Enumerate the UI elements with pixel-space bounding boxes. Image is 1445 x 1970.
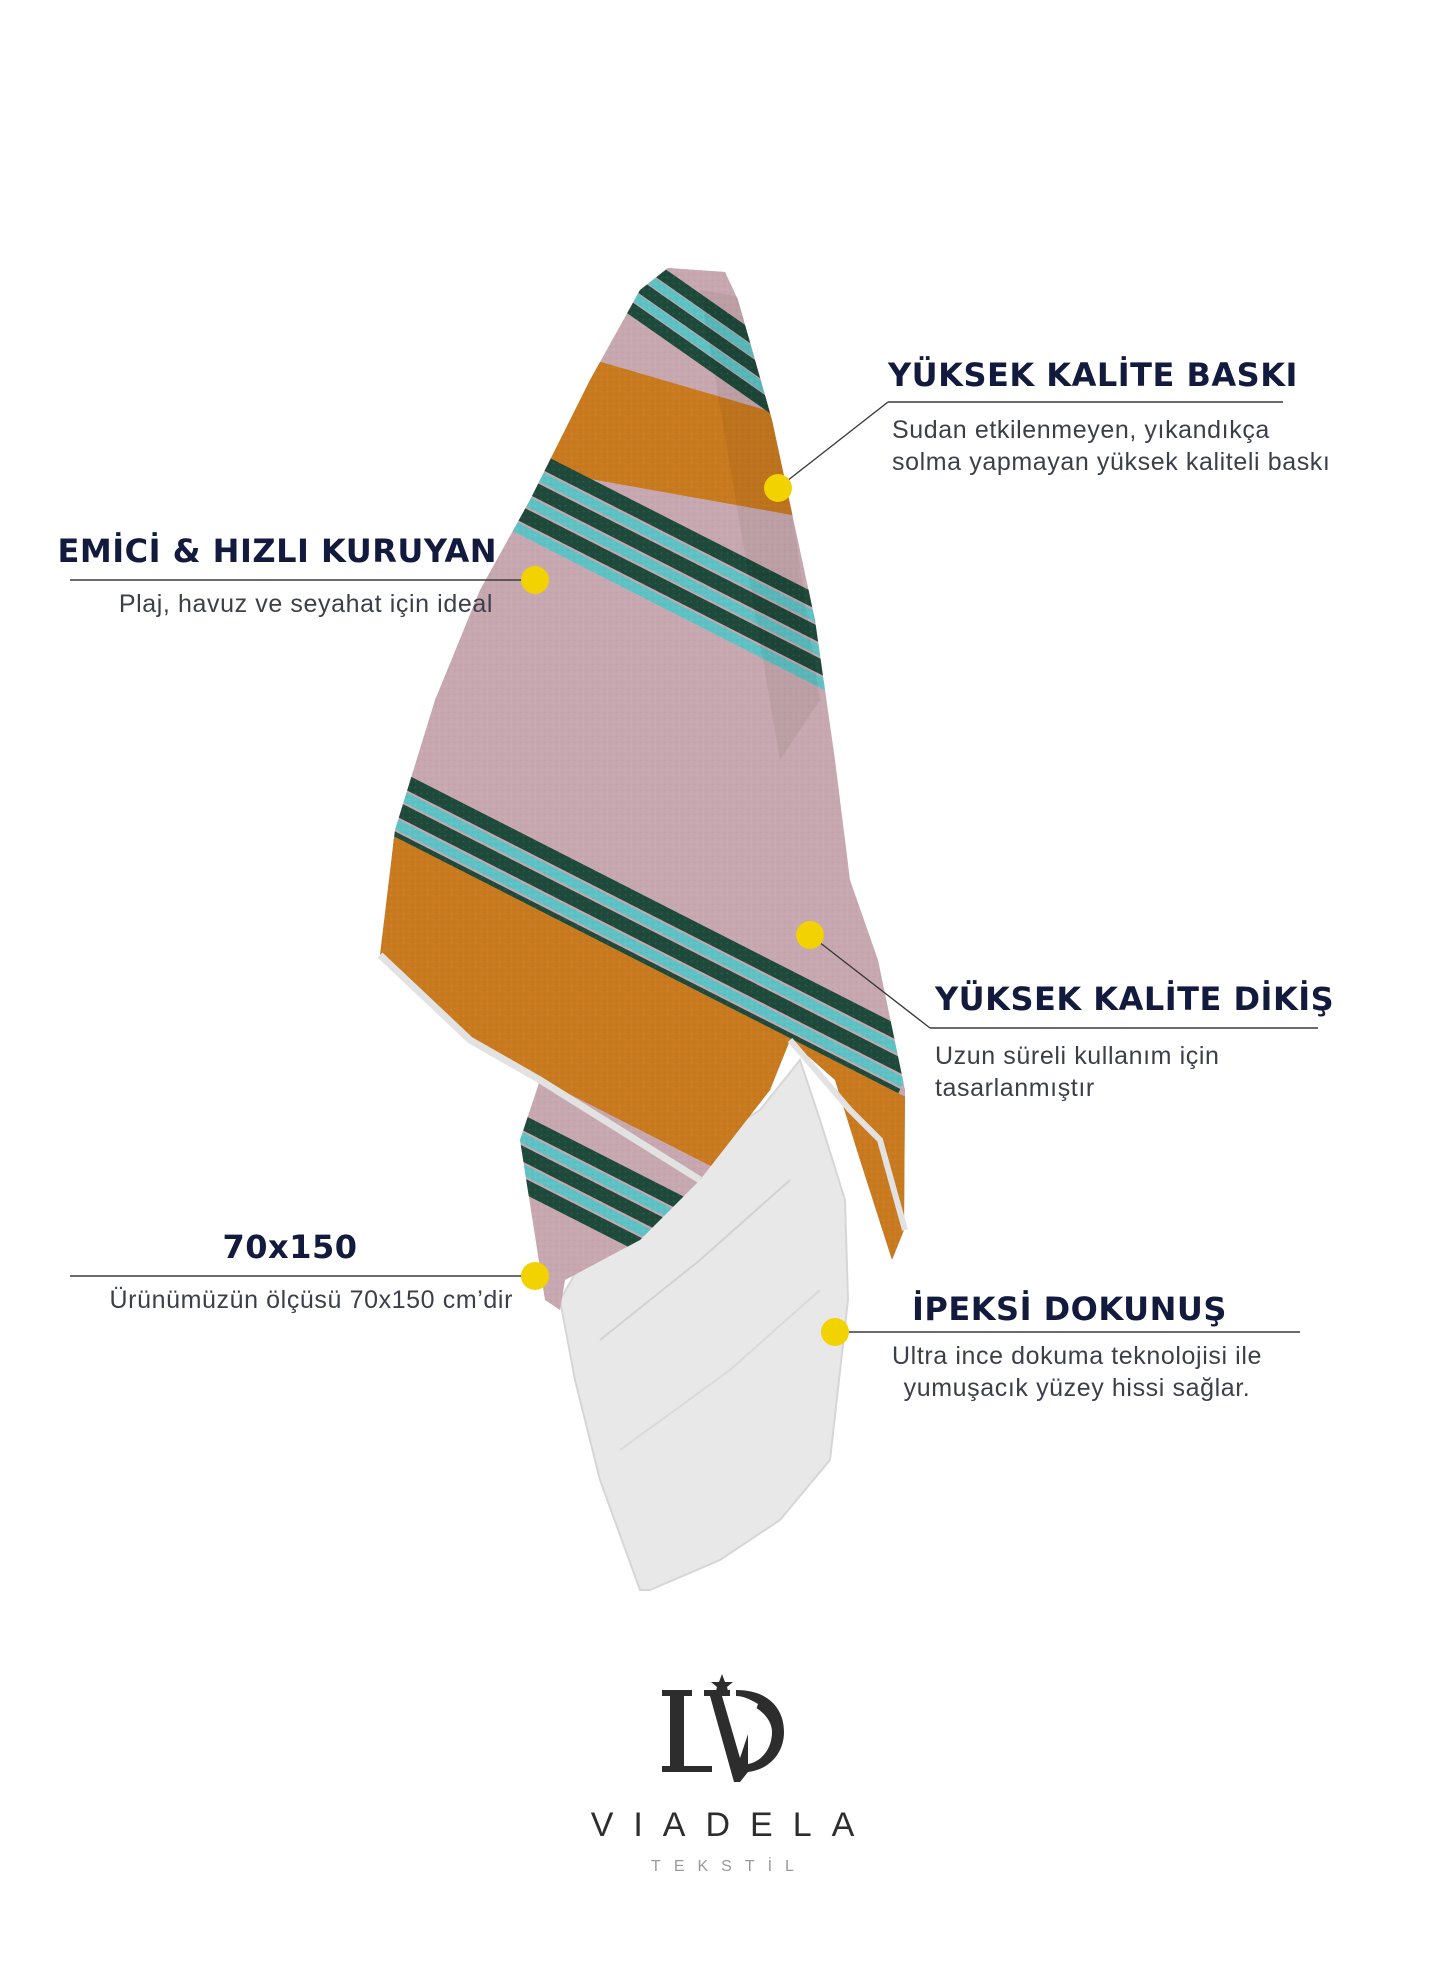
feature-size-description — [109, 1284, 513, 1316]
feature-title: 70x150 — [222, 1228, 358, 1266]
feature-title: İPEKSİ DOKUNUŞ — [912, 1290, 1227, 1328]
feature-stitch-quality — [935, 980, 1334, 1018]
feature-print-quality — [888, 356, 1298, 394]
feature-title: EMİCİ & HIZLI KURUYAN — [57, 532, 497, 570]
callout-dot-stitch — [796, 921, 824, 949]
feature-print-description — [892, 414, 1330, 478]
brand-name: VIADELA — [590, 1806, 875, 1844]
feature-title: YÜKSEK KALİTE BASKI — [888, 356, 1298, 394]
feature-absorbent — [57, 532, 497, 570]
callout-dot-print — [764, 474, 792, 502]
feature-silky-description — [862, 1340, 1292, 1404]
feature-silky-touch — [912, 1290, 1227, 1328]
feature-text: tasarlanmıştır — [935, 1074, 1095, 1102]
feature-absorbent-description — [119, 588, 493, 620]
feature-text: Ultra ince dokuma teknolojisi ile — [892, 1342, 1262, 1370]
callout-dot-silky — [821, 1318, 849, 1346]
callout-dot-absorbent — [521, 566, 549, 594]
feature-text: Uzun süreli kullanım için — [935, 1042, 1220, 1070]
callout-dot-size — [521, 1262, 549, 1290]
feature-text: Sudan etkilenmeyen, yıkandıkça — [892, 416, 1270, 444]
feature-title: YÜKSEK KALİTE DİKİŞ — [935, 980, 1335, 1018]
feature-text: Ürünümüzün ölçüsü 70x150 cm’dir — [109, 1286, 513, 1314]
feature-text: Plaj, havuz ve seyahat için ideal — [118, 590, 493, 618]
feature-size — [190, 1228, 390, 1266]
feature-stitch-description — [935, 1040, 1220, 1104]
brand-logo-icon — [652, 1670, 792, 1800]
feature-text: solma yapmayan yüksek kaliteli baskı — [892, 448, 1331, 476]
feature-text: yumuşacık yüzey hissi sağlar. — [903, 1374, 1251, 1402]
brand-subtitle: TEKSTİL — [651, 1858, 807, 1875]
